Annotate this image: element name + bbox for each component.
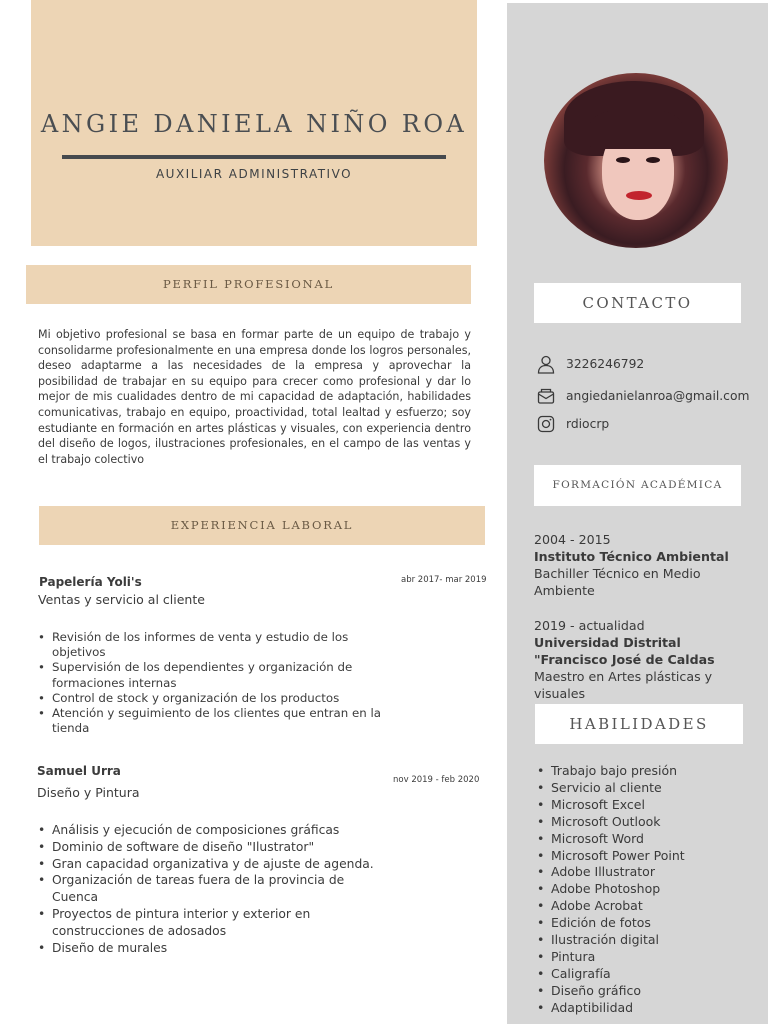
job-task: • Organización de tareas fuera de la provincia de Cuenca bbox=[38, 872, 393, 906]
candidate-role: AUXILIAR ADMINISTRATIVO bbox=[155, 167, 353, 181]
profile-photo bbox=[544, 73, 728, 248]
skill-item: • Caligrafía bbox=[537, 966, 685, 983]
education-period: 2019 - actualidad bbox=[534, 618, 645, 633]
contact-phone bbox=[536, 354, 644, 374]
email-address[interactable]: angiedanielanroa@gmail.com bbox=[566, 389, 750, 403]
skill-item: • Pintura bbox=[537, 949, 685, 966]
education-period: 2004 - 2015 bbox=[534, 532, 611, 547]
photo-eye bbox=[646, 157, 660, 163]
contacto-heading: CONTACTO bbox=[534, 283, 741, 323]
skill-item: • Ilustración digital bbox=[537, 932, 685, 949]
education-item bbox=[534, 531, 754, 599]
education-degree: Maestro en Artes plásticas y visuales bbox=[534, 669, 713, 701]
job-task: • Análisis y ejecución de composiciones gráficas bbox=[38, 822, 393, 839]
contact-email[interactable] bbox=[536, 386, 749, 406]
education-degree: Bachiller Técnico en Medio Ambiente bbox=[534, 566, 701, 598]
job-task: • Dominio de software de diseño "Ilustrator" bbox=[38, 839, 393, 856]
skill-item: • Trabajo bajo presión bbox=[537, 763, 685, 780]
photo-fringe bbox=[590, 109, 682, 149]
skill-item: • Adobe Acrobat bbox=[537, 898, 685, 915]
skill-item: • Microsoft Word bbox=[537, 831, 685, 848]
job-task-list bbox=[38, 822, 393, 956]
habilidades-heading: HABILIDADES bbox=[535, 704, 743, 744]
skill-item: • Microsoft Excel bbox=[537, 797, 685, 814]
job-date: abr 2017- mar 2019 bbox=[401, 575, 487, 585]
job-task: • Diseño de murales bbox=[38, 940, 393, 957]
formacion-heading: FORMACIÓN ACADÉMICA bbox=[534, 465, 741, 506]
skill-item: • Diseño gráfico bbox=[537, 983, 685, 1000]
job-role: Ventas y servicio al cliente bbox=[38, 592, 205, 607]
skill-item: • Edición de fotos bbox=[537, 915, 685, 932]
education-school: Instituto Técnico Ambiental bbox=[534, 549, 729, 564]
contact-instagram[interactable] bbox=[536, 414, 609, 434]
name-divider bbox=[62, 155, 446, 159]
skill-item: • Microsoft Outlook bbox=[537, 814, 685, 831]
skill-item: • Adobe Photoshop bbox=[537, 881, 685, 898]
perfil-heading: PERFIL PROFESIONAL bbox=[26, 265, 471, 304]
education-school: Universidad Distrital "Francisco José de Caldas bbox=[534, 635, 715, 667]
job-task: • Revisión de los informes de venta y estudio de los objetivos bbox=[38, 630, 383, 660]
job-task: • Gran capacidad organizativa y de ajuste de agenda. bbox=[38, 856, 393, 873]
person-icon bbox=[536, 354, 556, 374]
perfil-text: Mi objetivo profesional se basa en formar parte de un equipo de trabajo y consolidarme profesionalmente en una empresa donde los logros personales, deseo adaptarme a las necesidades de la empresa y aprovechar la posibilidad de trabajar en su equipo para crecer como profesional y dar lo mejor de mis cualidades dentro de mi capacidad de adaptación, habilidades comunicativas, trabajo en equipo, proactividad, total lealtad y esfuerzo; soy estudiante en formación en artes plásticas y visuales, con experiencia dentro del diseño de logos, ilustraciones profesionales, en el campo de las ventas y el trabajo colectivo bbox=[38, 328, 471, 466]
job-task-list bbox=[38, 630, 383, 736]
skill-item: • Adobe Illustrator bbox=[537, 864, 685, 881]
instagram-icon bbox=[536, 414, 556, 434]
job-task: • Control de stock y organización de los productos bbox=[38, 691, 383, 706]
education-item bbox=[534, 617, 754, 702]
photo-lips bbox=[626, 191, 652, 200]
candidate-name: ANGIE DANIELA NIÑO ROA bbox=[40, 110, 468, 138]
job-role: Diseño y Pintura bbox=[37, 785, 140, 800]
job-company: Papelería Yoli's bbox=[39, 575, 142, 589]
skill-item: • Servicio al cliente bbox=[537, 780, 685, 797]
experiencia-heading: EXPERIENCIA LABORAL bbox=[39, 506, 485, 545]
skill-item: • Adaptibilidad bbox=[537, 1000, 685, 1017]
job-company: Samuel Urra bbox=[37, 764, 121, 778]
instagram-handle[interactable]: rdiocrp bbox=[566, 417, 610, 431]
job-task: • Atención y seguimiento de los clientes que entran en la tienda bbox=[38, 706, 383, 736]
job-task: • Supervisión de los dependientes y organización de formaciones internas bbox=[38, 660, 383, 690]
skills-list bbox=[537, 763, 685, 1017]
photo-eye bbox=[616, 157, 630, 163]
job-task: • Proyectos de pintura interior y exterior en construcciones de adosados bbox=[38, 906, 393, 940]
phone-number: 3226246792 bbox=[566, 357, 645, 371]
job-date: nov 2019 - feb 2020 bbox=[393, 775, 480, 785]
mail-icon bbox=[536, 386, 556, 406]
skill-item: • Microsoft Power Point bbox=[537, 848, 685, 865]
